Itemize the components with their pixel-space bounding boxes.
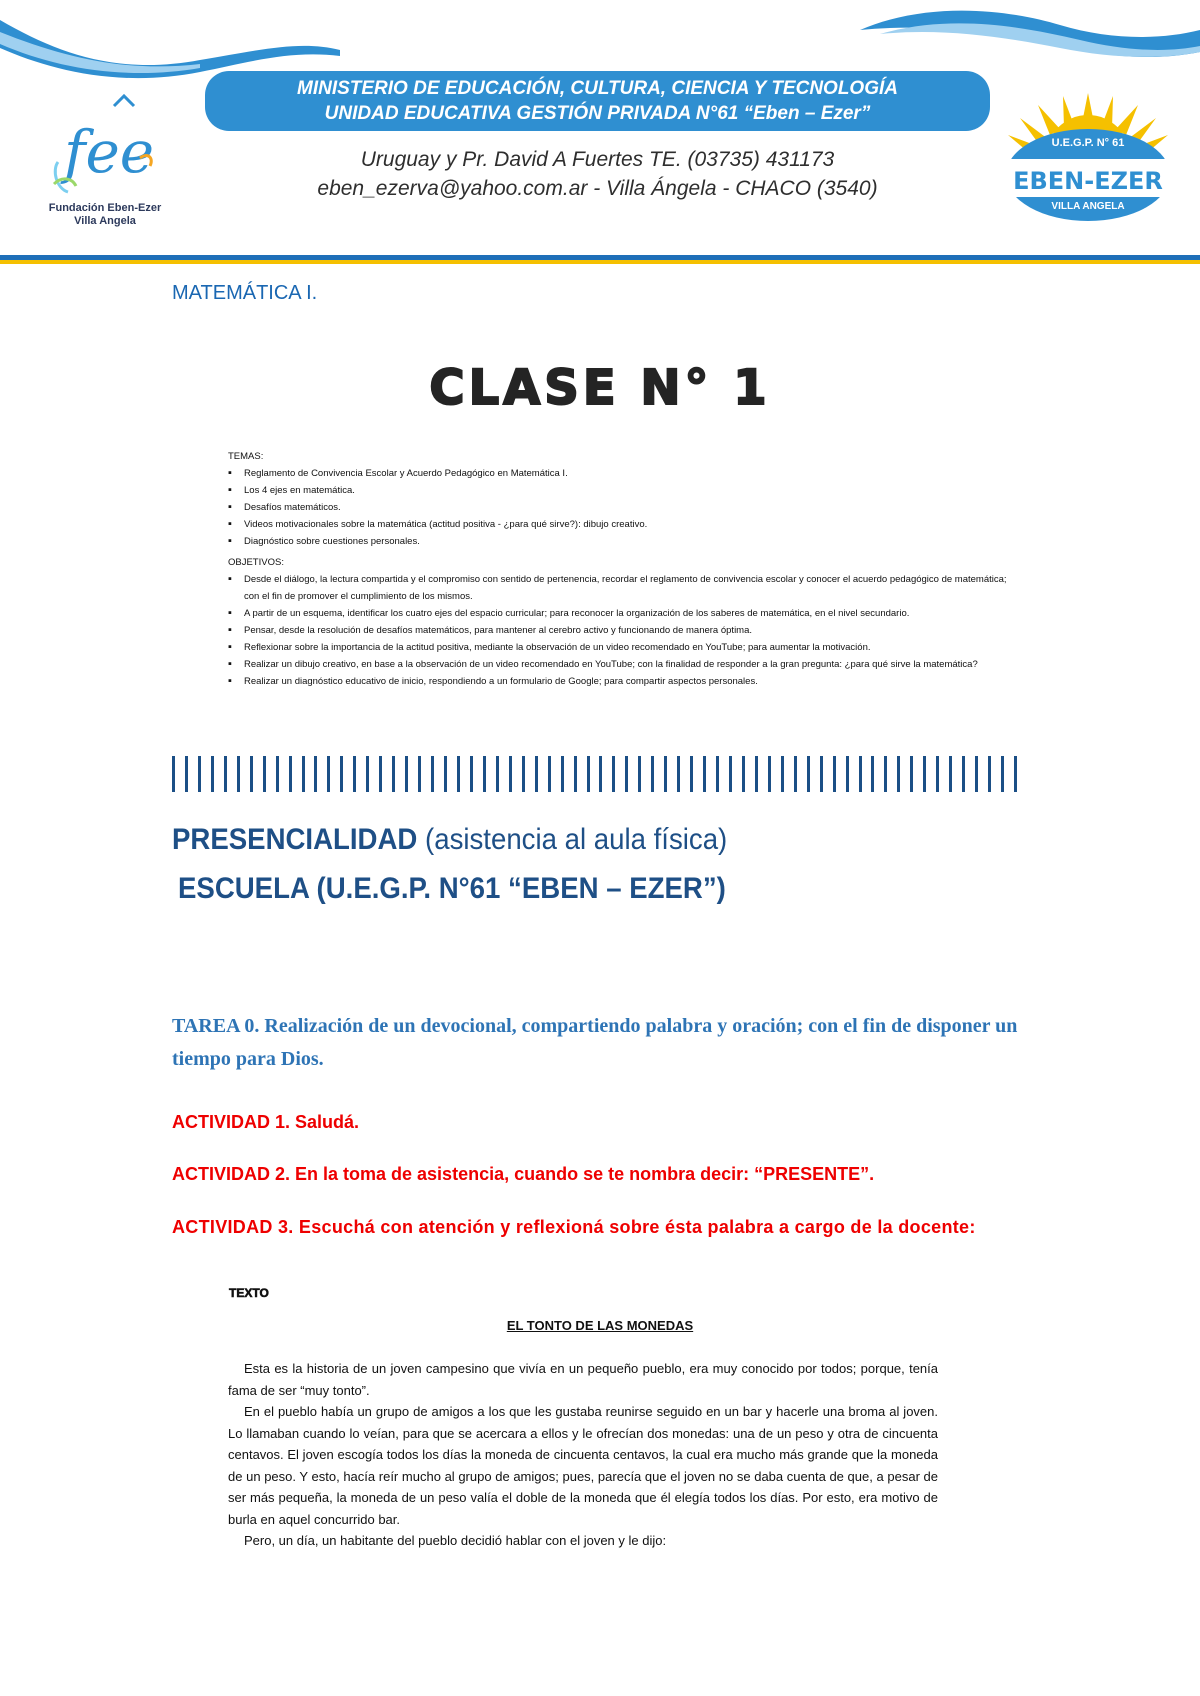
divider-bar (561, 756, 564, 792)
escuela-heading: ESCUELA (U.E.G.P. N°61 “EBEN – EZER”) (178, 872, 726, 905)
objetivos-heading: OBJETIVOS: (228, 557, 284, 568)
divider-bar (405, 756, 408, 792)
story-paragraph: Esta es la historia de un joven campesino que vivía en un pequeño pueblo, era muy conocido por todos; porque, tenía fama de ser “muy tonto”. (228, 1361, 938, 1398)
divider-bar (923, 756, 926, 792)
list-item: ▪ Desde el diálogo, la lectura compartida y el compromiso con sentido de pertenencia, recordar el reglamento de convivencia escolar y conocer el acuerdo pedagógico de matemática; con el fin de promover el cumplimiento de los mismos. (228, 571, 1018, 605)
divider-bar (327, 756, 330, 792)
svg-text:U.E.G.P. N° 61: U.E.G.P. N° 61 (1051, 137, 1125, 149)
divider-bar (250, 756, 253, 792)
divider-bar (716, 756, 719, 792)
divider-bar (703, 756, 706, 792)
divider-bar (975, 756, 978, 792)
divider-bar (690, 756, 693, 792)
story-text (228, 1358, 938, 1552)
list-item: ▪ Desafíos matemáticos. (228, 499, 1008, 516)
address-phone: Uruguay y Pr. David A Fuertes TE. (03735) 431173 (360, 148, 835, 171)
divider-bar (198, 756, 201, 792)
divider-bar (897, 756, 900, 792)
story-title: EL TONTO DE LAS MONEDAS (506, 1318, 694, 1333)
divider-bar (302, 756, 305, 792)
divider-bar (638, 756, 641, 792)
svg-text:VILLA ANGELA: VILLA ANGELA (1051, 201, 1125, 212)
divider-bar (314, 756, 317, 792)
list-item: ▪ Pensar, desde la resolución de desafíos matemáticos, para mantener al cerebro activo y funcionando de manera óptima. (228, 622, 1018, 639)
barcode-divider (172, 756, 1017, 792)
divider-bar (871, 756, 874, 792)
divider-bar (224, 756, 227, 792)
divider-bar (431, 756, 434, 792)
divider-bar (340, 756, 343, 792)
divider-bar (496, 756, 499, 792)
divider-bar (276, 756, 279, 792)
divider-bar (574, 756, 577, 792)
temas-heading: TEMAS: (228, 451, 264, 462)
tarea-0: TAREA 0. Realización de un devocional, compartiendo palabra y oración; con el fin de disponer un tiempo para Dios. (172, 1015, 1018, 1070)
divider-bar (548, 756, 551, 792)
divider-bar (418, 756, 421, 792)
list-item: ▪ Realizar un diagnóstico educativo de inicio, respondiendo a un formulario de Google; para compartir aspectos personales. (228, 673, 1018, 690)
divider-bar (768, 756, 771, 792)
divider-bar (962, 756, 965, 792)
svg-text:fee: fee (64, 118, 155, 186)
objetivos-list (228, 571, 1018, 690)
divider-bar (677, 756, 680, 792)
actividad-3: ACTIVIDAD 3. Escuchá con atención y reflexioná sobre ésta palabra a cargo de la docente: (172, 1217, 976, 1237)
fundacion-city: Villa Angela (74, 215, 136, 227)
presencialidad-detail: (asistencia al aula física) (417, 823, 728, 856)
header-rule-yellow (0, 260, 1200, 264)
ministry-line-1: MINISTERIO DE EDUCACIÓN, CULTURA, CIENCIA Y TECNOLOGÍA (297, 78, 898, 99)
school-badge-icon (998, 93, 1178, 233)
divider-bar (289, 756, 292, 792)
divider-bar (353, 756, 356, 792)
list-item: ▪ A partir de un esquema, identificar los cuatro ejes del espacio curricular; para reconocer la organización de los saberes de matemática, en el nivel secundario. (228, 605, 1018, 622)
divider-bar (444, 756, 447, 792)
ministry-banner (205, 71, 990, 131)
fundacion-name: Fundación Eben-Ezer (48, 202, 162, 214)
divider-bar (833, 756, 836, 792)
divider-bar (457, 756, 460, 792)
divider-bar (794, 756, 797, 792)
divider-bar (185, 756, 188, 792)
email-location: eben_ezerva@yahoo.com.ar - Villa Ángela - CHACO (3540) (317, 177, 878, 200)
story-paragraph: En el pueblo había un grupo de amigos a los que les gustaba reunirse seguido en un bar y hacerle una broma al joven. Lo llamaban cuando lo veían, para que se acercara a ellos y le ofrecían dos monedas: una de un peso y otra de cincuenta centavos. El joven escogía todos los días la moneda de cincuenta centavos, la cual era mucho más grande que la moneda de un peso. Y esto, hacía reír mucho al grupo de amigos; pues, parecía que el joven no se daba cuenta de que, a pesar de ser más pequeña, la moneda de un peso valía el doble de la moneda que él elegía todos los días. Por esto, era motivo de burla en aquel concurrido bar. (228, 1404, 938, 1527)
divider-bar (599, 756, 602, 792)
list-item: ▪ Videos motivacionales sobre la matemática (actitud positiva - ¿para qué sirve?): dibujo creativo. (228, 516, 1008, 533)
divider-bar (587, 756, 590, 792)
letterhead (0, 0, 1200, 270)
divider-bar (535, 756, 538, 792)
divider-bar (846, 756, 849, 792)
divider-bar (807, 756, 810, 792)
divider-bar (988, 756, 991, 792)
divider-bar (509, 756, 512, 792)
texto-label: TEXTO (229, 1286, 269, 1300)
divider-bar (612, 756, 615, 792)
list-item: ▪ Los 4 ejes en matemática. (228, 482, 1008, 499)
divider-bar (211, 756, 214, 792)
story-paragraph: Pero, un día, un habitante del pueblo decidió hablar con el joven y le dijo: (244, 1533, 667, 1548)
divider-bar (263, 756, 266, 792)
divider-bar (1014, 756, 1017, 792)
subject-heading: MATEMÁTICA I. (172, 282, 318, 304)
divider-bar (625, 756, 628, 792)
list-item: ▪ Reglamento de Convivencia Escolar y Acuerdo Pedagógico en Matemática I. (228, 465, 1008, 482)
divider-bar (755, 756, 758, 792)
actividad-2: ACTIVIDAD 2. En la toma de asistencia, cuando se te nombra decir: “PRESENTE”. (172, 1164, 875, 1184)
list-item: ▪ Reflexionar sobre la importancia de la actitud positiva, mediante la observación de un video recomendado en YouTube; para aumentar la motivación. (228, 639, 1018, 656)
contact-info (205, 145, 990, 203)
fee-mark-icon (50, 92, 160, 202)
list-item: ▪ Diagnóstico sobre cuestiones personales. (228, 533, 1008, 550)
divider-bar (742, 756, 745, 792)
divider-bar (910, 756, 913, 792)
divider-bar (172, 756, 175, 792)
svg-text:EBEN-EZER: EBEN-EZER (1013, 167, 1163, 195)
presencialidad-heading (172, 821, 727, 859)
divider-bar (820, 756, 823, 792)
divider-bar (379, 756, 382, 792)
divider-bar (936, 756, 939, 792)
divider-bar (884, 756, 887, 792)
ministry-line-2: UNIDAD EDUCATIVA GESTIÓN PRIVADA N°61 “Eben – Ezer” (324, 103, 871, 124)
divider-bar (1001, 756, 1004, 792)
class-title: CLASE N° 1 (429, 360, 771, 416)
divider-bar (237, 756, 240, 792)
divider-bar (366, 756, 369, 792)
divider-bar (781, 756, 784, 792)
presencialidad-label: PRESENCIALIDAD (172, 823, 418, 856)
temas-list (228, 465, 1008, 550)
divider-bar (664, 756, 667, 792)
divider-bar (859, 756, 862, 792)
divider-bar (470, 756, 473, 792)
divider-bar (729, 756, 732, 792)
divider-bar (651, 756, 654, 792)
divider-bar (522, 756, 525, 792)
fundacion-logo (30, 92, 180, 252)
divider-bar (949, 756, 952, 792)
list-item: ▪ Realizar un dibujo creativo, en base a la observación de un video recomendado en YouTube; con la finalidad de responder a la gran pregunta: ¿para qué sirve la matemática? (228, 656, 1018, 673)
divider-bar (483, 756, 486, 792)
divider-bar (392, 756, 395, 792)
actividad-1: ACTIVIDAD 1. Saludá. (172, 1112, 360, 1132)
